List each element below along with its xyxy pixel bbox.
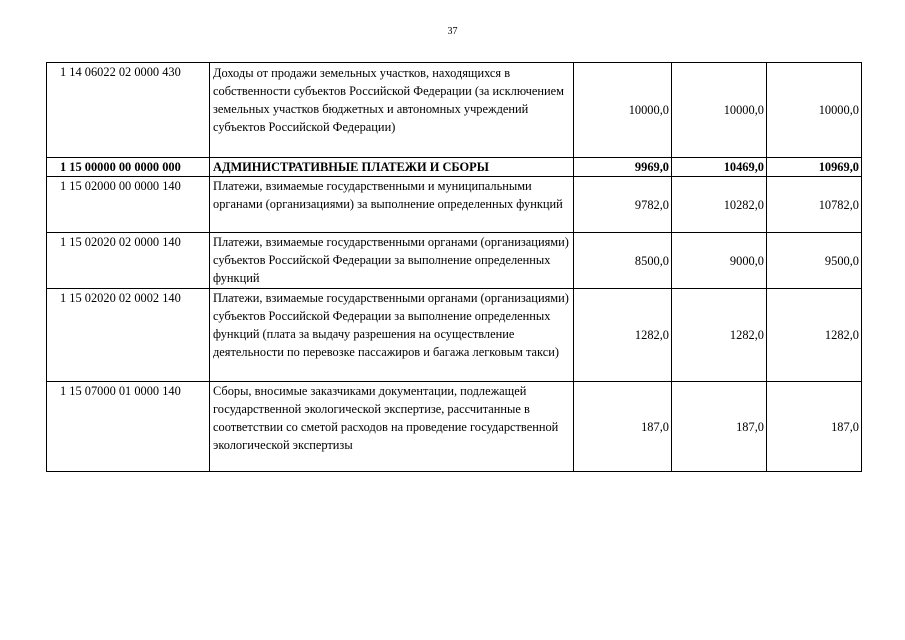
row-code: 1 15 00000 00 0000 000	[47, 158, 210, 177]
row-value-2: 1282,0	[672, 289, 767, 382]
row-value-1: 10000,0	[574, 63, 672, 158]
page-number: 37	[447, 26, 458, 37]
row-value-2: 9000,0	[672, 233, 767, 289]
row-value-1: 187,0	[574, 382, 672, 472]
row-name: Платежи, взимаемые государственными и муниципальными органами (организациями) за выполнение определенных функций	[210, 177, 574, 233]
row-value-1: 1282,0	[574, 289, 672, 382]
row-value-3: 10782,0	[767, 177, 862, 233]
revenue-table	[46, 62, 862, 472]
row-value-2: 10469,0	[672, 158, 767, 177]
row-code: 1 15 02000 00 0000 140	[47, 177, 210, 233]
row-value-1: 9782,0	[574, 177, 672, 233]
row-code: 1 14 06022 02 0000 430	[47, 63, 210, 158]
table-row	[47, 289, 862, 382]
row-value-2: 10000,0	[672, 63, 767, 158]
table-row	[47, 382, 862, 472]
row-value-1: 8500,0	[574, 233, 672, 289]
row-value-3: 1282,0	[767, 289, 862, 382]
table-row	[47, 233, 862, 289]
table-row-section	[47, 158, 862, 177]
row-value-2: 10282,0	[672, 177, 767, 233]
row-value-3: 187,0	[767, 382, 862, 472]
row-code: 1 15 02020 02 0002 140	[47, 289, 210, 382]
row-name: Платежи, взимаемые государственными органами (организациями) субъектов Российской Федерации за выполнение определенных функций	[210, 233, 574, 289]
row-value-1: 9969,0	[574, 158, 672, 177]
row-value-3: 9500,0	[767, 233, 862, 289]
row-name: Доходы от продажи земельных участков, находящихся в собственности субъектов Российской Федерации (за исключением земельных участков бюджетных и автономных учреждений субъектов Российской Федерации)	[210, 63, 574, 158]
row-name: Сборы, вносимые заказчиками документации, подлежащей государственной экологической экспертизе, рассчитанные в соответствии со сметой расходов на проведение государственной экологической экспертизы	[210, 382, 574, 472]
table-row	[47, 63, 862, 158]
table-row	[47, 177, 862, 233]
row-name: АДМИНИСТРАТИВНЫЕ ПЛАТЕЖИ И СБОРЫ	[210, 158, 574, 177]
row-name: Платежи, взимаемые государственными органами (организациями) субъектов Российской Федерации за выполнение определенных функций (плата за выдачу разрешения на осуществление деятельности по перевозке пассажиров и багажа легковым такси)	[210, 289, 574, 382]
row-code: 1 15 07000 01 0000 140	[47, 382, 210, 472]
row-value-3: 10969,0	[767, 158, 862, 177]
row-code: 1 15 02020 02 0000 140	[47, 233, 210, 289]
row-value-3: 10000,0	[767, 63, 862, 158]
row-value-2: 187,0	[672, 382, 767, 472]
